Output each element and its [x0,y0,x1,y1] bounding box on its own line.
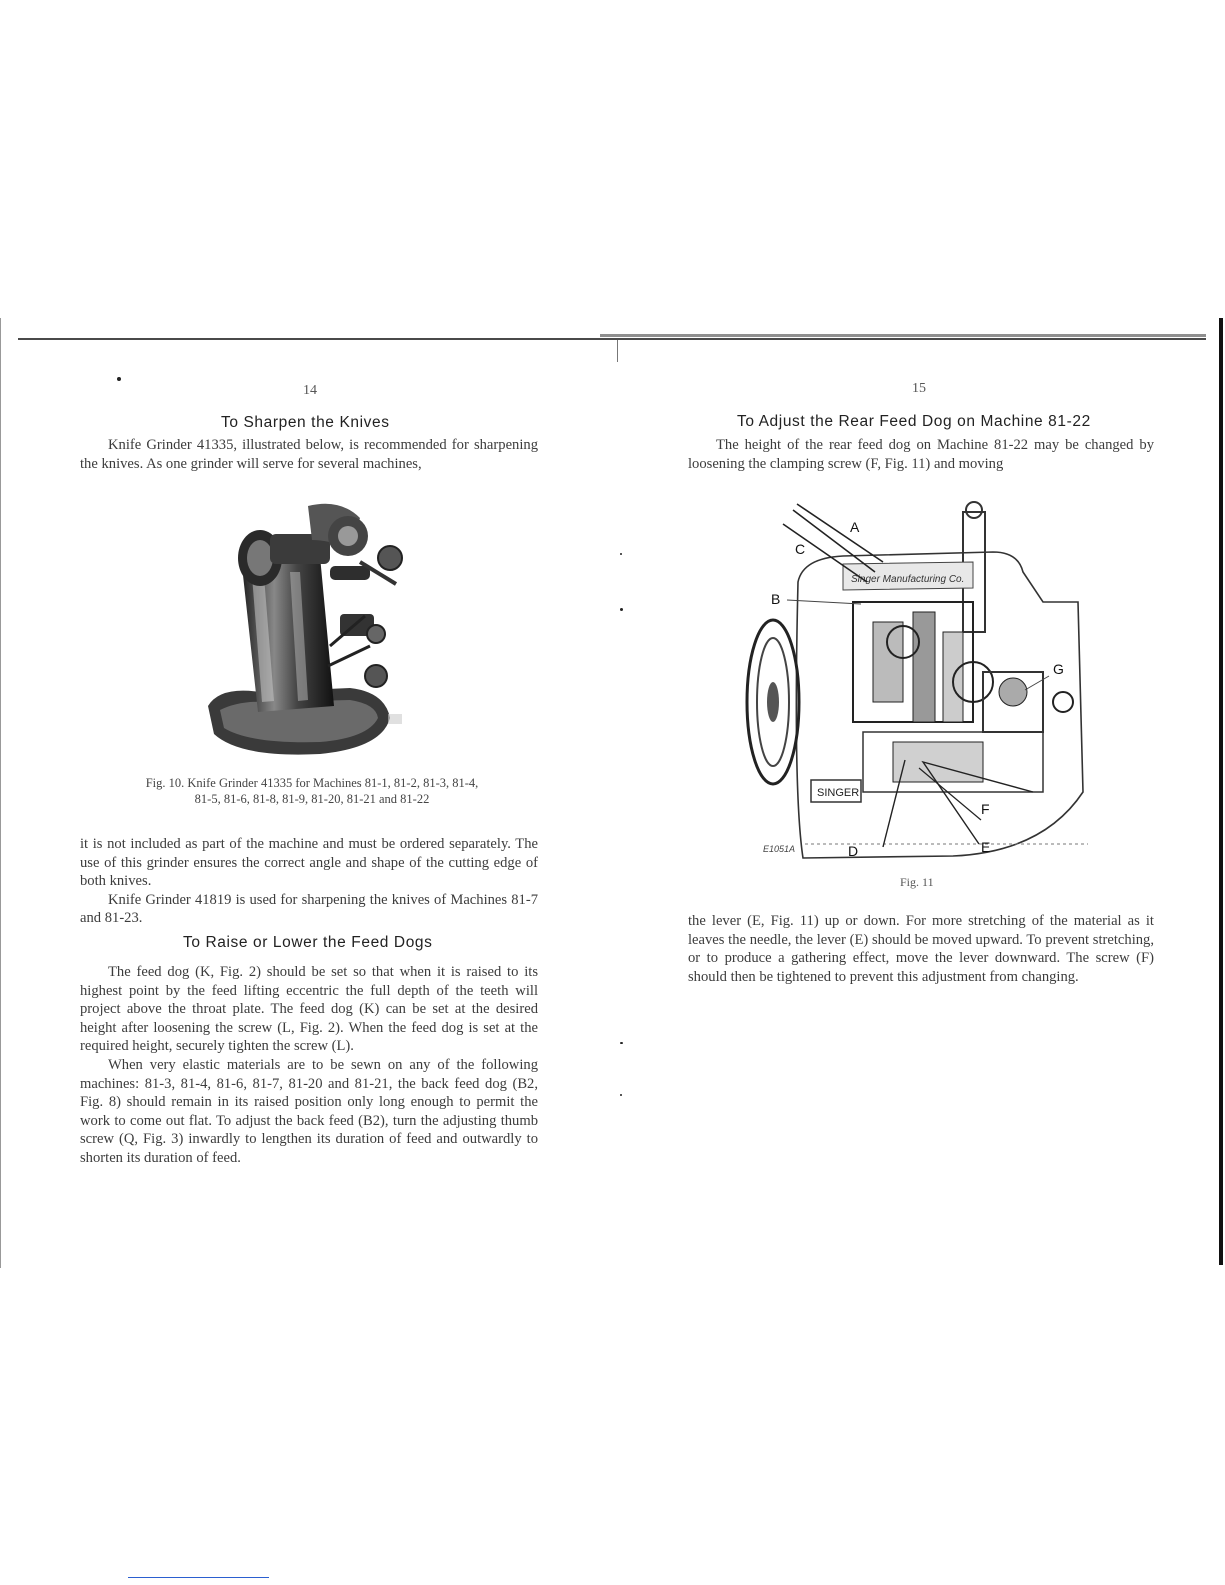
top-rule-right [600,334,1206,337]
scan-speck [620,608,623,611]
figure-caption-line: 81-5, 81-6, 81-8, 81-9, 81-20, 81-21 and 81-22 [194,792,430,806]
scan-speck [117,377,121,381]
paragraph-sharpen-intro [80,436,538,473]
page-edge-right [1219,318,1223,1265]
figure-caption-line: Fig. 10. Knife Grinder 41335 for Machines 81-1, 81-2, 81-3, 81-4, [145,776,479,790]
scan-speck [620,1042,623,1044]
page-edge-left [0,318,1,1268]
scan-speck [620,553,622,555]
figure-label-b: B [771,591,781,607]
paragraph-text: The feed dog (K, Fig. 2) should be set so that when it is raised to its highest point by the feed lifting eccentric the full depth of the teeth will project above the throat plate. The feed dog (K) can be set at the desired height after loosening the screw (L, Fig. 2). When the feed dog is set at the required height, securely tighten the screw (L). [80,964,538,1055]
paragraph-text: Knife Grinder 41335, illustrated below, is recommended for sharpening the knives. As one grinder will serve for several machines, [80,437,538,472]
figure-plate-text: SINGER [817,787,860,799]
figure-11-caption: Fig. 11 [900,875,934,889]
paragraph-text: it is not included as part of the machine and must be ordered separately. The use of this grinder ensures the correct angle and shape of the cutting edge of both knives. [80,836,538,890]
top-rule [18,338,1206,340]
figure-10-caption [96,775,528,807]
paragraph-rear-feed-body [688,912,1154,986]
figure-label-a: A [850,519,860,535]
page-number-left: 14 [303,383,317,398]
knife-grinder-figure [200,496,405,758]
gutter-mark [617,340,618,362]
paragraph-rear-feed-intro [688,436,1154,473]
figure-label-f: F [981,801,990,817]
paragraph-text: When very elastic materials are to be sewn on any of the following machines: 81-3, 81-4, 81-6, 81-7, 81-20 and 81-21, the back feed dog (B2, Fig. 8) should remain in its raised position only long enough to permit the work to come out flat. To adjust the back feed (B2), turn the adjusting thumb screw (Q, Fig. 3) inwardly to lengthen its duration of feed and outwardly to shorten its duration of feed. [80,1056,538,1166]
figure-label-g: G [1053,661,1064,677]
paragraph-feed-dogs [80,963,538,1168]
heading-sharpen-knives: To Sharpen the Knives [221,414,390,431]
heading-rear-feed-dog: To Adjust the Rear Feed Dog on Machine 81-22 [737,413,1091,430]
scan-speck [620,1094,622,1096]
heading-feed-dogs: To Raise or Lower the Feed Dogs [183,934,433,951]
paragraph-sharpen-body [80,835,538,928]
figure-code: E1051A [763,844,796,854]
bottom-link-underline [128,1577,269,1578]
figure-label-e: E [981,839,991,855]
page-number-right: 15 [912,381,926,396]
paragraph-text: Knife Grinder 41819 is used for sharpening the knives of Machines 81-7 and 81-23. [80,891,538,927]
paragraph-text: the lever (E, Fig. 11) up or down. For more stretching of the material as it leaves the needle, the lever (E) should be moved upward. To prevent stretching, or to produce a gathering effect, move the lever downward. The screw (F) should then be tightened to prevent this adjustment from changing. [688,913,1154,985]
figure-label-c: C [795,541,806,557]
machine-81-22-figure [743,492,1098,864]
figure-label-d: D [848,843,859,859]
figure-brand-text: Singer Manufacturing Co. [851,574,965,585]
paragraph-text: The height of the rear feed dog on Machine 81-22 may be changed by loosening the clamping screw (F, Fig. 11) and moving [688,437,1154,472]
